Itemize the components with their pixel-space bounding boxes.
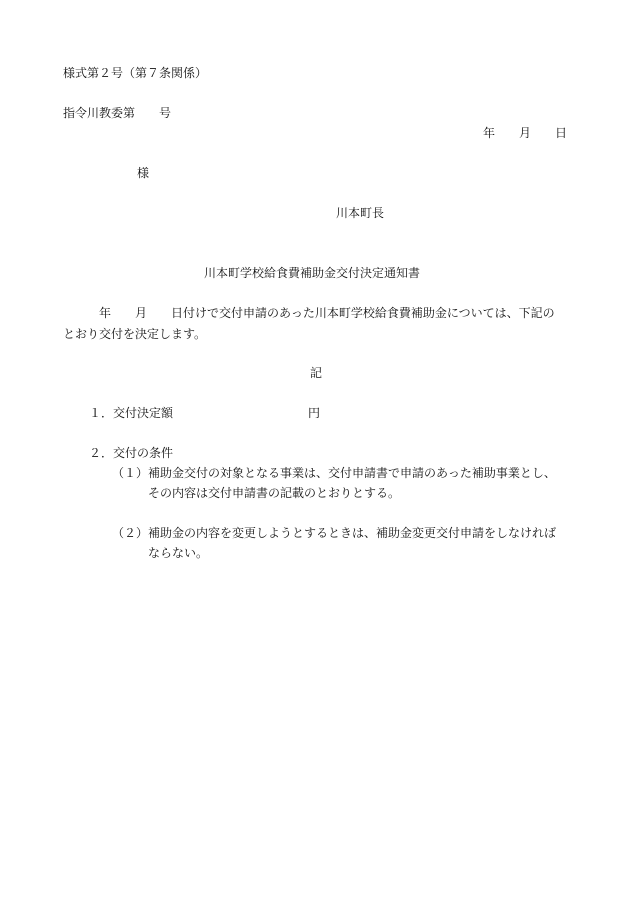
issuer-name: 川本町長 bbox=[336, 206, 385, 220]
body-line-1: 年 月 日付けで交付申請のあった川本町学校給食費補助金については、下記の bbox=[99, 306, 555, 320]
ki-heading: 記 bbox=[310, 366, 323, 380]
condition-1-line-1: （１）補助金交付の対象となる事業は、交付申請書で申請のあった補助事業とし、 bbox=[112, 466, 556, 480]
item-1-unit: 円 bbox=[308, 406, 321, 420]
date-line: 年 月 日 bbox=[482, 126, 567, 140]
condition-1-line-2: その内容は交付申請書の記載のとおりとする。 bbox=[148, 486, 401, 500]
item-1-label: １．交付決定額 bbox=[89, 406, 174, 420]
form-label: 様式第２号（第７条関係） bbox=[63, 66, 208, 80]
body-line-2: とおり交付を決定します。 bbox=[63, 327, 207, 341]
reference-number: 指令川教委第 号 bbox=[63, 106, 172, 120]
document-title: 川本町学校給食費補助金交付決定通知書 bbox=[204, 266, 421, 280]
condition-2-line-2: ならない。 bbox=[148, 546, 209, 560]
addressee-suffix: 様 bbox=[137, 166, 150, 180]
condition-2-line-1: （２）補助金の内容を変更しようとするときは、補助金変更交付申請をしなければ bbox=[112, 526, 557, 540]
item-2-label: ２．交付の条件 bbox=[89, 446, 174, 460]
